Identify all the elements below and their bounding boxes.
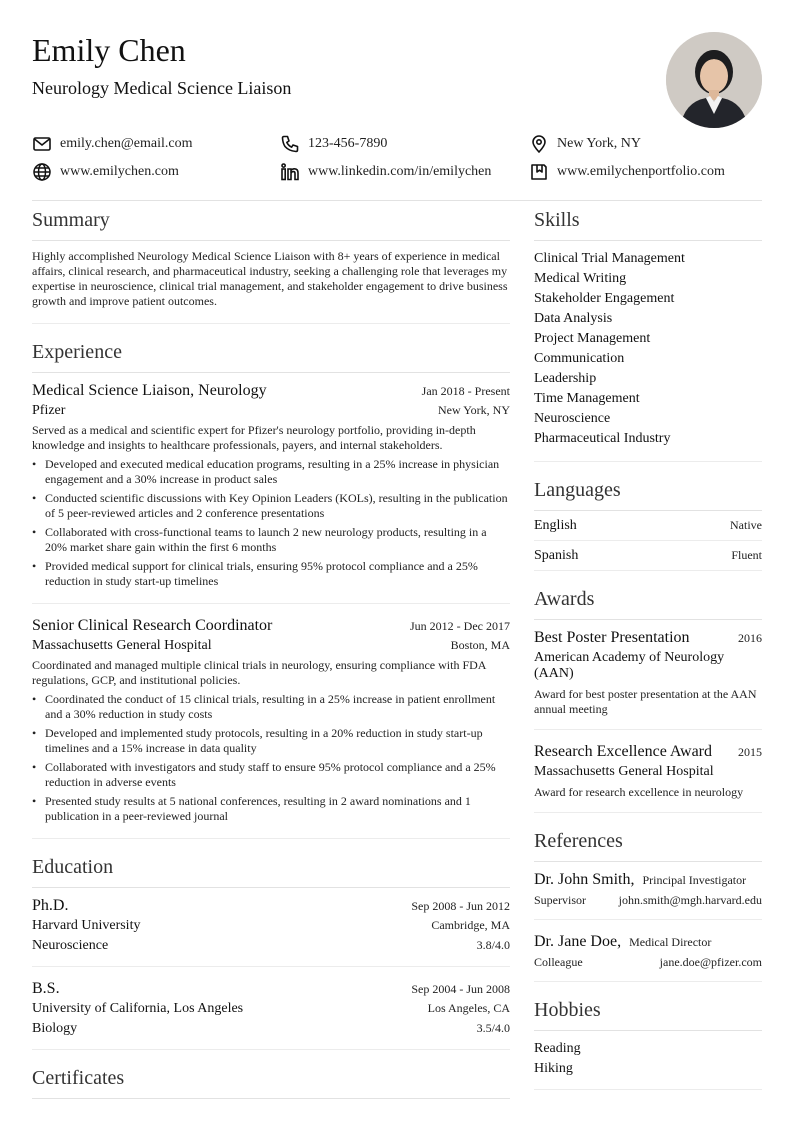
award-title: Research Excellence Award [534,743,712,760]
job-bullet: • Collaborated with cross-functional teams to launch 2 new neurology products, resulting in a 20% market share gain within the first 6 months [32,525,510,555]
skill-item: Data Analysis [534,311,613,326]
school-name: University of California, Los Angeles [32,1001,244,1016]
language-level: Fluent [731,548,762,562]
profile-photo [666,32,762,128]
job-bullet: • Provided medical support for clinical trials, ensuring 95% protocol compliance and a 25% reduction in study start-up timelines [32,559,510,589]
skill-item: Pharmaceutical Industry [534,431,671,446]
reference-email[interactable]: john.smith@mgh.harvard.edu [618,893,762,907]
skill-item: Stakeholder Engagement [534,291,675,306]
hobbies-list [534,1039,762,1090]
divider [32,1049,510,1050]
job-company: Massachusetts General Hospital [32,638,212,653]
reference-relation: Supervisor [534,893,586,907]
award-item [534,730,762,813]
award-description: Award for research excellence in neurology [534,785,744,799]
education-item [32,967,510,1050]
skills-list [534,249,762,462]
languages-section [534,478,762,571]
experience-item [32,604,510,839]
certificates-section [32,1066,510,1099]
language-level: Native [730,518,762,532]
hobbies-heading: Hobbies [534,998,762,1031]
job-bullet: • Collaborated with investigators and study staff to ensure 95% protocol compliance and a 25% reduction in adverse events [32,760,510,790]
reference-item [534,862,762,920]
job-bullet: • Developed and implemented study protocols, resulting in a 20% reduction in study start-up timelines and a 15% increase in data quality [32,726,510,756]
job-title: Senior Clinical Research Coordinator [32,617,273,634]
contact-location [529,134,641,154]
candidate-title: Neurology Medical Science Liaison [32,78,292,98]
skill-item: Communication [534,351,625,366]
references-section [534,829,762,982]
gpa: 3.5/4.0 [476,1021,510,1035]
summary-heading: Summary [32,208,510,241]
language-name: English [534,518,577,533]
school-location: Los Angeles, CA [427,1001,510,1015]
job-bullets [32,457,510,589]
job-location: New York, NY [437,403,510,417]
experience-heading: Experience [32,340,510,373]
location-pin-icon [529,134,549,154]
reference-relation: Colleague [534,955,583,969]
candidate-name: Emily Chen [32,32,186,68]
job-date: Jan 2018 - Present [421,384,510,398]
reference-role: Principal Investigator [642,873,747,887]
award-description: Award for best poster presentation at the AAN annual meeting [534,687,757,716]
skill-item: Clinical Trial Management [534,251,685,266]
contact-website[interactable] [32,162,179,182]
linkedin-text: www.linkedin.com/in/emilychen [308,164,492,179]
award-title: Best Poster Presentation [534,629,690,646]
award-year: 2016 [738,631,762,645]
contact-email[interactable] [32,134,193,154]
job-date: Jun 2012 - Dec 2017 [410,619,510,633]
phone-text: 123-456-7890 [308,136,388,151]
degree: Ph.D. [32,897,69,914]
divider [32,838,510,839]
reference-name: Dr. John Smith, [534,871,635,888]
website-text: www.emilychen.com [60,164,179,179]
job-bullet: • Coordinated the conduct of 15 clinical trials, resulting in a 25% increase in patient enrollment and a 30% reduction in study costs [32,692,510,722]
job-bullets [32,692,510,824]
contact-linkedin[interactable] [280,162,491,182]
education-date: Sep 2004 - Jun 2008 [411,982,510,996]
job-bullet: • Presented study results at 5 national conferences, resulting in 2 award nominations and 1 publication in a peer-reviewed journal [32,794,510,824]
phone-icon [280,134,300,154]
reference-name: Dr. Jane Doe, [534,933,622,950]
summary-text: Highly accomplished Neurology Medical Science Liaison with 8+ years of experience in medical affairs, clinical research, and pharmaceutical industry, seeking a challenging role that leverages my expertise in neuroscience, clinical trial management, and stakeholder engagement to drive business growth and improve patient outcomes. [32,249,510,324]
school-name: Harvard University [32,918,141,933]
references-heading: References [534,829,762,862]
hobbies-section [534,998,762,1090]
degree: B.S. [32,980,60,997]
awards-section [534,587,762,813]
job-description: Served as a medical and scientific expert for Pfizer's neurology portfolio, providing in-depth knowledge and insights to healthcare professionals, payers, and internal stakeholders. [32,423,476,452]
languages-heading: Languages [534,478,762,511]
experience-item [32,373,510,604]
job-location: Boston, MA [450,638,510,652]
contact-portfolio[interactable] [529,162,725,182]
education-heading: Education [32,855,510,888]
language-item [534,541,762,571]
award-organization: Massachusetts General Hospital [534,764,714,779]
location-text: New York, NY [557,136,642,151]
globe-icon [32,162,52,182]
job-bullet: • Conducted scientific discussions with Key Opinion Leaders (KOLs), resulting in the publication of 5 peer-reviewed articles and 2 conference presentations [32,491,510,521]
award-year: 2015 [738,745,762,759]
contact-phone[interactable] [280,134,387,154]
job-company: Pfizer [32,403,66,418]
portfolio-icon [529,162,549,182]
language-item [534,511,762,541]
header-divider [32,200,762,201]
email-text: emily.chen@email.com [60,136,193,151]
skill-item: Time Management [534,391,640,406]
award-organization: American Academy of Neurology (AAN) [534,650,725,681]
skill-item: Leadership [534,371,597,386]
education-section [32,855,510,1050]
reference-item [534,920,762,982]
awards-heading: Awards [534,587,762,620]
education-date: Sep 2008 - Jun 2012 [411,899,510,913]
portfolio-text: www.emilychenportfolio.com [557,164,725,179]
job-title: Medical Science Liaison, Neurology [32,382,267,399]
skill-item: Medical Writing [534,271,627,286]
field-of-study: Biology [32,1021,78,1036]
award-item [534,620,762,730]
sidebar-column [534,208,762,1090]
skill-item: Neuroscience [534,411,611,426]
hobby-item: Hiking [534,1061,573,1076]
skill-item: Project Management [534,331,651,346]
field-of-study: Neuroscience [32,938,109,953]
experience-section [32,340,510,839]
job-description: Coordinated and managed multiple clinical trials in neurology, ensuring compliance with FDA regulations, GCP, and institutional policies. [32,658,486,687]
linkedin-icon [280,162,300,182]
gpa: 3.8/4.0 [476,938,510,952]
main-column [32,208,510,1099]
mail-icon [32,134,52,154]
skills-heading: Skills [534,208,762,241]
skills-section [534,208,762,462]
school-location: Cambridge, MA [431,918,510,932]
language-name: Spanish [534,548,579,563]
reference-role: Medical Director [629,935,712,949]
job-bullet: • Developed and executed medical education programs, resulting in a 25% increase in physician engagement and a 30% increase in product sales [32,457,510,487]
certificates-heading: Certificates [32,1066,510,1099]
summary-section [32,208,510,324]
education-item [32,888,510,967]
hobby-item: Reading [534,1041,581,1056]
reference-email[interactable]: jane.doe@pfizer.com [659,955,762,969]
